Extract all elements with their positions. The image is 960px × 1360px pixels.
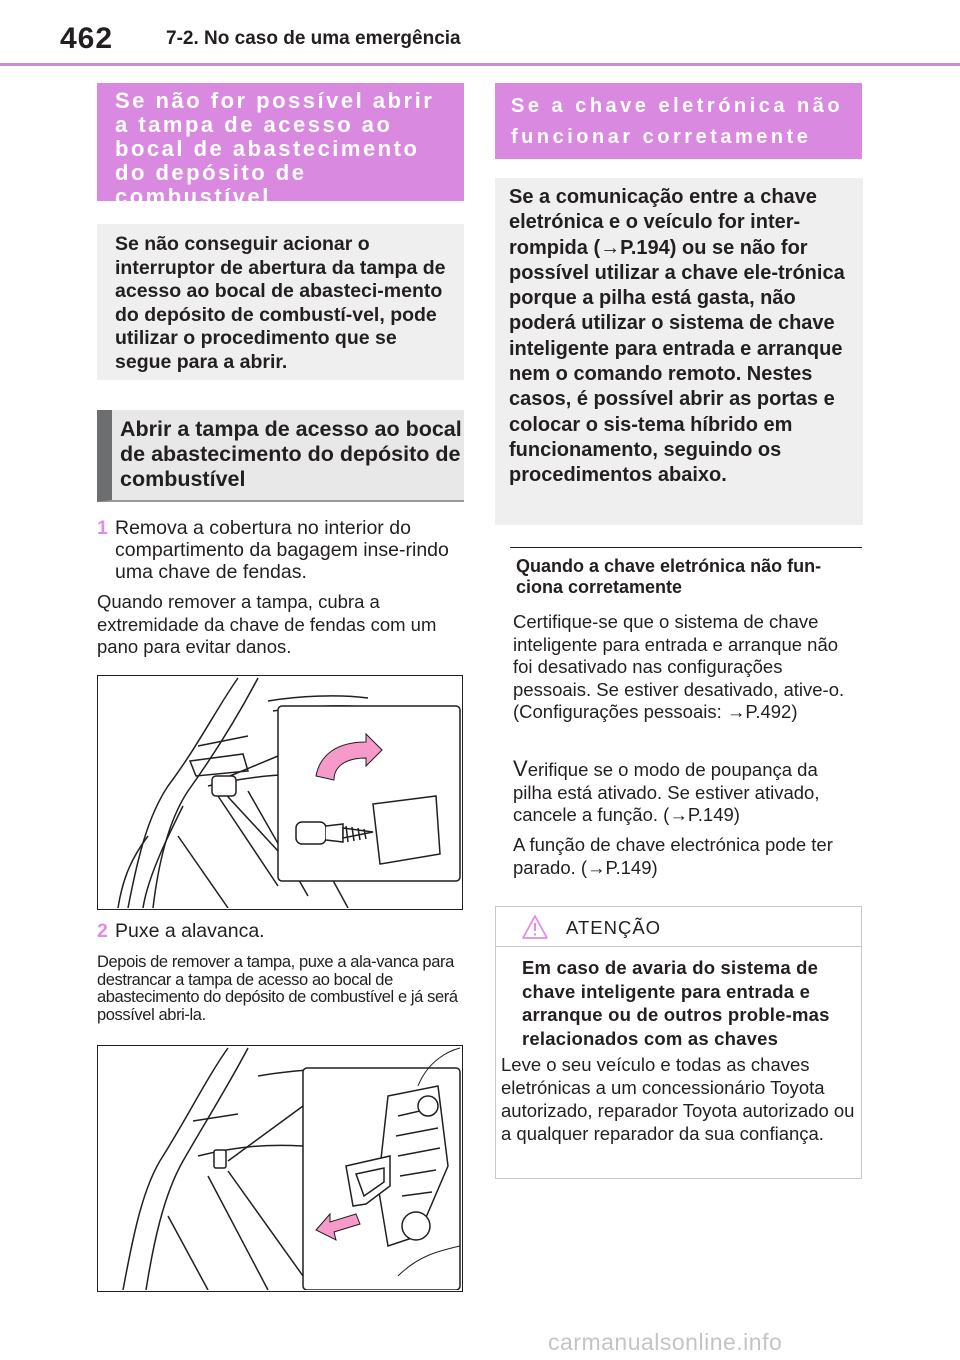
screwdriver-cover-illustration — [97, 675, 463, 910]
release-lever-illustration — [97, 1045, 463, 1292]
header-rule — [0, 63, 960, 66]
subsection-divider — [510, 547, 862, 548]
step-2 — [97, 920, 477, 942]
paragraph-battery-saver-initial: V — [513, 756, 528, 781]
step-1-note: Quando remover a tampa, cubra a extremidade da chave de fendas com um pano para evitar danos. — [97, 591, 437, 657]
warning-header-divider — [496, 946, 861, 947]
watermark: carmanualsonline.info — [548, 1329, 783, 1355]
section-title: 7-2. No caso de uma emergência — [166, 28, 461, 49]
step-1 — [97, 517, 477, 583]
page-number: 462 — [60, 22, 114, 55]
open-fuel-door-heading: Abrir a tampa de acesso ao bocal de abastecimento do depósito de combustível — [97, 410, 464, 502]
paragraph-key-stopped: A função de chave electrónica pode ter parado. (→P.149) — [513, 834, 833, 878]
fuel-door-intro: Se não conseguir acionar o interruptor de abertura da tampa de acesso ao bocal de abasteci-mento do depósito de combustí-vel, pode utilizar o procedimento que se segue para a abrir. — [97, 224, 464, 380]
paragraph-battery-saver-text: erifique se o modo de poupança da pilha está ativado. Se estiver ativado, cancele a função. (→P.149) — [513, 759, 820, 825]
step-2-note: Depois de remover a tampa, puxe a ala-vanca para destrancar a tampa de acesso ao bocal de abastecimento do depósito de combustível e já será possível abri-la. — [97, 953, 458, 1024]
warning-subtitle: Em caso de avaria do sistema de chave inteligente para entrada e arranque ou de outros proble-mas relacionados com as chaves — [522, 957, 830, 1049]
subsection-title: Quando a chave eletrónica não fun-ciona corretamente — [516, 556, 822, 597]
warning-body: Leve o seu veículo e todas as chaves eletrónicas a um concessionário Toyota autorizado, reparador Toyota autorizado ou a qualquer reparador da sua confiança. — [501, 1054, 855, 1144]
step-2-text: Puxe a alavanca. — [115, 920, 265, 942]
smart-key-section-title: Se a chave eletrónica não funcionar corretamente — [495, 83, 862, 159]
smart-key-intro: Se a comunicação entre a chave eletrónica e o veículo for inter-rompida (→P.194) ou se não for possível utilizar a chave ele-trónica porque a pilha está gasta, não poderá utilizar o sistema de chave inteligente para entrada e arranque nem o comando remoto. Nestes casos, é possível abrir as portas e colocar o sis-tema híbrido em funcionamento, seguindo os procedimentos abaixo. — [495, 178, 863, 525]
paragraph-check-settings: Certifique-se que o sistema de chave inteligente para entrada e arranque não foi desativado nas configurações pessoais. Se estiver desativado, ative-o. (Configurações pessoais: →P.492) — [513, 611, 845, 722]
warning-triangle-icon — [521, 914, 549, 940]
step-1-number: 1 — [97, 517, 108, 539]
fuel-door-section-title: Se não for possível abrir a tampa de acesso ao bocal de abastecimento do depósito de combustível — [97, 83, 464, 201]
step-2-number: 2 — [97, 920, 108, 942]
step-1-text: Remova a cobertura no interior do compartimento da bagagem inse-rindo uma chave de fendas. — [115, 517, 449, 583]
warning-label: ATENÇÃO — [566, 917, 662, 938]
paragraph-battery-saver — [513, 758, 861, 827]
